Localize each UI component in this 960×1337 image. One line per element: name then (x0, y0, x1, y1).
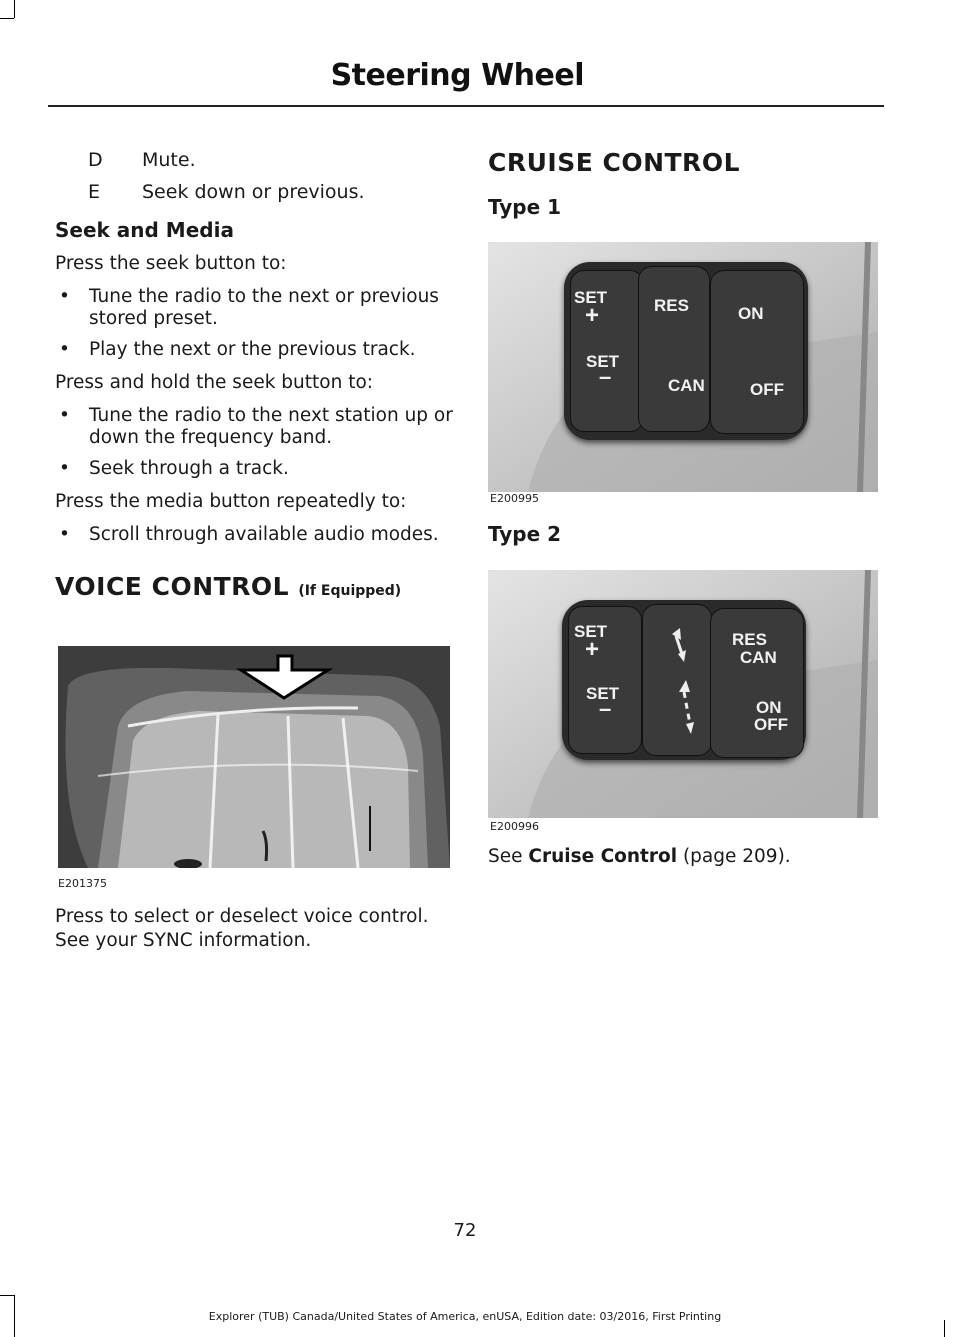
bullet-list (55, 524, 455, 546)
crop-mark (14, 0, 15, 18)
page-title: Steering Wheel (330, 58, 584, 93)
cruise-type2-figure (488, 570, 878, 818)
edition-footer: Explorer (TUB) Canada/United States of America, enUSA, Edition date: 03/2016, First Printing (208, 1310, 722, 1323)
section-heading: Seek and Media (55, 218, 234, 242)
section-heading-voice: VOICE CONTROL (If Equipped) (55, 572, 402, 601)
figure-code: E200995 (490, 492, 539, 505)
definition-row (55, 148, 455, 172)
bullet-icon: • (59, 286, 70, 307)
on-label: ON (756, 698, 782, 717)
res-label: RES (654, 296, 689, 315)
plus-icon: + (585, 302, 600, 329)
list-item: • Tune the radio to the next or previous stored preset. (59, 286, 439, 329)
definition-key: E (88, 181, 101, 203)
cruise-see-reference: See Cruise Control (page 209). (488, 846, 791, 867)
crop-mark (0, 18, 14, 19)
set-minus-label: SET (586, 684, 620, 703)
crop-mark (0, 1295, 14, 1296)
minus-icon: – (599, 696, 612, 721)
paragraph: Press the media button repeatedly to: (55, 491, 407, 512)
bullet-icon: • (59, 405, 70, 426)
voice-control-figure (58, 646, 450, 868)
can-label: CAN (740, 648, 777, 667)
set-plus-label: SET (574, 288, 608, 307)
bullet-icon: • (59, 458, 70, 479)
paragraph: Press the seek button to: (55, 253, 287, 274)
on-off-button[interactable] (710, 270, 804, 434)
bullet-icon: • (59, 524, 70, 545)
list-item: • Tune the radio to the next station up or down the frequency band. (59, 405, 453, 448)
left-column (55, 148, 455, 601)
steering-wheel-illustration (58, 646, 450, 868)
definition-row (55, 180, 455, 204)
definition-value: Seek down or previous. (142, 181, 365, 203)
definition-list (55, 148, 455, 204)
on-label: ON (738, 304, 764, 323)
set-minus-label: SET (586, 352, 620, 371)
header-divider (48, 105, 884, 107)
page-number: 72 (453, 1220, 477, 1241)
type1-heading: Type 1 (488, 195, 562, 219)
paragraph: Press and hold the seek button to: (55, 372, 374, 393)
plus-icon: + (585, 636, 600, 663)
right-column (488, 148, 888, 229)
crop-mark (944, 1320, 945, 1337)
list-item: • Seek through a track. (59, 458, 289, 479)
off-label: OFF (754, 715, 788, 734)
voice-description: Press to select or deselect voice control. See your SYNC information. (55, 906, 429, 951)
cruise-type1-figure (488, 242, 878, 492)
can-label: CAN (668, 376, 705, 395)
type2-heading: Type 2 (488, 522, 562, 546)
res-can-button[interactable] (638, 266, 710, 432)
bullet-icon: • (59, 339, 70, 360)
minus-icon: – (599, 364, 612, 389)
figure-code: E201375 (58, 877, 107, 890)
off-label: OFF (750, 380, 784, 399)
res-label: RES (732, 630, 767, 649)
definition-key: D (88, 149, 103, 171)
bullet-list (55, 286, 455, 361)
list-item: • Play the next or the previous track. (59, 339, 416, 360)
cruise-control-link[interactable]: Cruise Control (528, 846, 678, 867)
section-heading-cruise: CRUISE CONTROL (488, 148, 740, 177)
gap-arrows-icon (648, 614, 708, 744)
list-item: • Scroll through available audio modes. (59, 524, 439, 545)
bullet-list (55, 405, 455, 480)
set-plus-label: SET (574, 622, 608, 641)
figure-code: E200996 (490, 820, 539, 833)
definition-value: Mute. (142, 149, 196, 171)
